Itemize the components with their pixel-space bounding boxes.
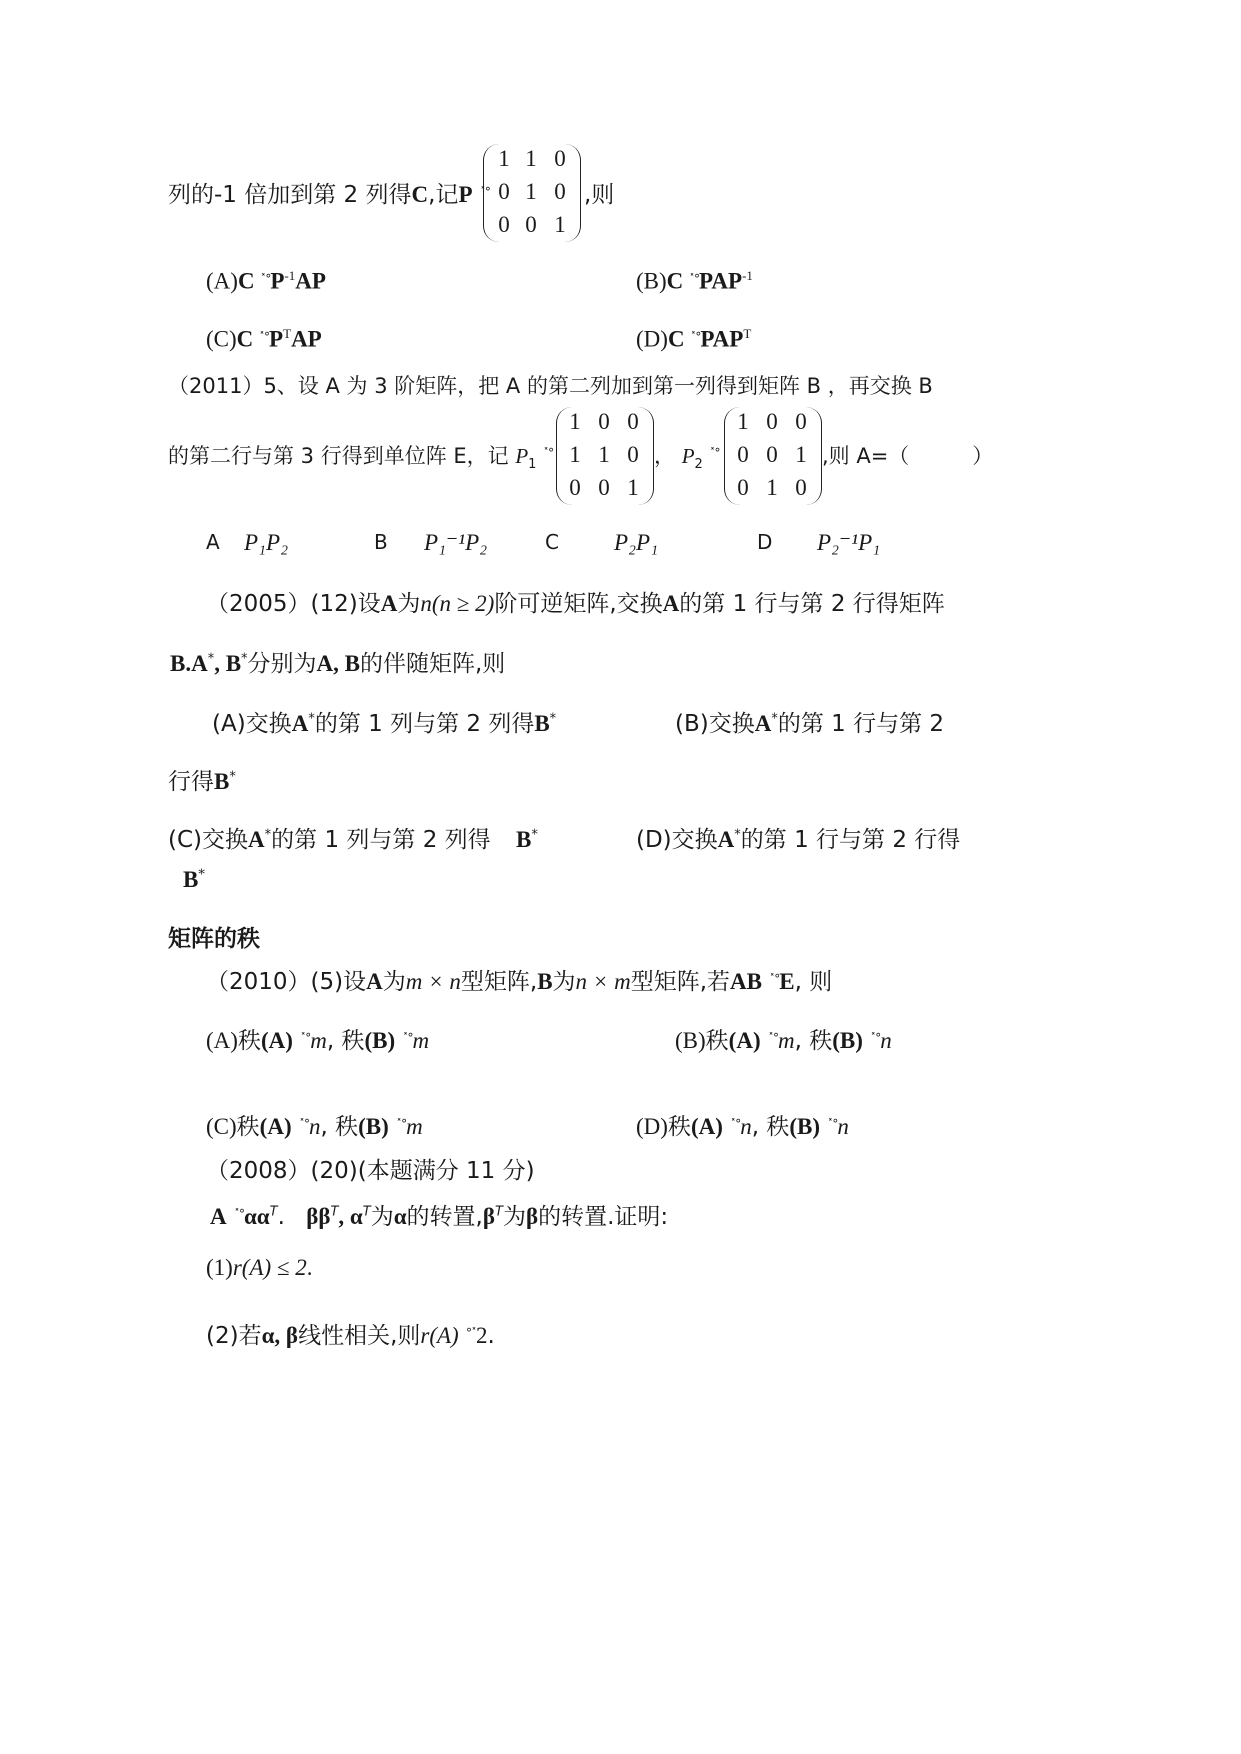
equals-glyph: ˟° xyxy=(543,446,554,460)
matrix-cell: 0 xyxy=(627,442,639,467)
option-sup: T xyxy=(743,326,752,341)
matrix-cell: 0 xyxy=(795,475,807,500)
q2005-option-b xyxy=(675,705,944,738)
star: * xyxy=(734,827,741,843)
q2008-text: 为 xyxy=(502,1204,526,1230)
symbol-AB: AB xyxy=(730,969,762,994)
q2010-text: 型矩阵,若 xyxy=(630,969,730,995)
prev-option-c xyxy=(206,326,322,353)
option-lhs: C xyxy=(236,326,254,352)
equals-glyph: ˟° xyxy=(479,185,490,199)
symbol-B: B xyxy=(214,769,230,794)
symbol-A: A xyxy=(662,591,680,616)
q2005-option-d xyxy=(636,821,960,854)
option-sup: -1 xyxy=(742,268,753,283)
matrix-cell: 1 xyxy=(627,475,639,500)
q2005-option-b-cont xyxy=(168,763,236,796)
section-title: 矩阵的秩 xyxy=(168,926,260,952)
equals-glyph: °˟ xyxy=(466,1326,477,1340)
q2010-then: , 则 xyxy=(794,969,833,995)
q2008-part1 xyxy=(206,1255,313,1281)
equals-glyph: ˟° xyxy=(260,271,271,286)
star: * xyxy=(207,651,215,667)
q2008-text: 的转置.证明: xyxy=(538,1204,669,1230)
matrix-cell: 0 xyxy=(766,442,778,467)
rank-value: m xyxy=(777,1028,795,1053)
star: * xyxy=(308,711,315,727)
matrix-cell: 0 xyxy=(569,475,581,500)
symbol-E: E xyxy=(779,969,795,994)
q2010-is: 为 xyxy=(552,969,576,995)
dot: . xyxy=(487,1323,495,1349)
dims-mxn: m × n xyxy=(405,969,461,994)
rank-word: 秩 xyxy=(341,1028,365,1054)
option-label: B xyxy=(374,530,388,554)
symbol-A: A xyxy=(267,1114,284,1139)
symbol-B: B xyxy=(534,711,550,736)
option-text: 的第 1 列与第 2 列得 xyxy=(314,711,535,737)
matrix-cell: 1 xyxy=(569,409,581,434)
matrix-cell: 1 xyxy=(569,442,581,467)
option-text: (C)交换 xyxy=(168,827,249,853)
transpose-T: T xyxy=(269,1204,278,1220)
star: * xyxy=(549,711,557,727)
rank-value: n xyxy=(837,1114,849,1139)
q2005-option-a xyxy=(212,705,556,738)
option-body: P xyxy=(270,268,285,294)
equals-glyph: ˟° xyxy=(827,1117,838,1131)
equals-glyph: ˟° xyxy=(767,1031,778,1045)
option-text: 行得 xyxy=(168,769,214,795)
option-label: (C) xyxy=(206,326,237,352)
matrix-cell: 1 xyxy=(498,146,510,171)
option-sup: -1 xyxy=(284,268,296,283)
equals-glyph: ˟° xyxy=(300,1031,311,1045)
dot: . xyxy=(277,1204,285,1230)
option-text: (A)交换 xyxy=(212,711,292,737)
option-expr: P₂P₁ xyxy=(614,530,659,555)
equals-glyph: ˟° xyxy=(690,329,701,344)
symbol-A: A xyxy=(717,827,735,852)
option-lhs: C xyxy=(666,268,684,294)
option-lhs: C xyxy=(667,326,685,352)
rank-word: 秩 xyxy=(237,1028,261,1054)
transpose-T: T xyxy=(330,1204,339,1220)
equals-glyph: ˟° xyxy=(730,1117,741,1131)
q2008-definition xyxy=(210,1198,668,1231)
rank-value: n xyxy=(880,1028,892,1053)
rank-value: m xyxy=(406,1114,423,1139)
rank-value: n xyxy=(308,1114,321,1139)
q2005-text: 的伴随矩阵,则 xyxy=(360,651,506,677)
matrix-cell: 1 xyxy=(554,212,566,237)
equals-glyph: ˟° xyxy=(709,446,720,460)
q2005-prefix: （2005）(12)设 xyxy=(206,591,381,617)
q2008-text: 线性相关,则 xyxy=(298,1323,421,1349)
option-label: (D) xyxy=(636,1114,668,1139)
q2011-line2 xyxy=(168,440,553,472)
star: * xyxy=(241,651,248,667)
matrix-cell: 0 xyxy=(554,179,566,204)
rank-value: 2 xyxy=(476,1323,488,1348)
q2010-prefix: （2010）(5)设 xyxy=(206,969,367,995)
option-expr: P₁⁻¹P₂ xyxy=(424,530,488,555)
q2010-option-c: (C)秩(A) ˟°n, 秩(B) ˟°m xyxy=(206,1114,423,1140)
q2008-header: （2008）(20)(本题满分 11 分) xyxy=(206,1158,535,1184)
equals-glyph: ˟° xyxy=(233,1207,244,1221)
option-label: D xyxy=(757,530,773,554)
dot: . xyxy=(306,1255,313,1280)
symbol-B: B xyxy=(839,1028,856,1053)
matrix-cell: 1 xyxy=(525,146,537,171)
matrix-cell: 0 xyxy=(737,442,749,467)
symbol-B: B xyxy=(183,867,199,892)
q2005-line1 xyxy=(206,585,945,618)
comma: ， xyxy=(654,444,675,468)
matrix-cell: 0 xyxy=(766,409,778,434)
equals-glyph: ˟° xyxy=(396,1117,407,1131)
option-expr: P₂⁻¹P₁ xyxy=(817,530,881,555)
matrix-cell: 0 xyxy=(795,409,807,434)
matrix-cell: 1 xyxy=(766,475,778,500)
symbol-AB: A, B xyxy=(316,651,360,676)
q2005-is: 为 xyxy=(397,591,421,617)
q2010-text: 型矩阵, xyxy=(460,969,538,995)
beta-symbol: β xyxy=(482,1204,495,1229)
matrix-P-display xyxy=(483,144,581,242)
option-lhs: C xyxy=(237,268,255,294)
rank-word: 秩 xyxy=(705,1028,729,1054)
q2010-is: 为 xyxy=(382,969,406,995)
option-body: P xyxy=(269,326,284,352)
beta-symbol: β xyxy=(525,1204,539,1229)
symbol-A: A xyxy=(248,827,265,852)
matrix-cell: 1 xyxy=(525,179,537,204)
option-label: (C) xyxy=(206,1114,237,1139)
option-text: (B)交换 xyxy=(675,711,755,737)
n-condition: n(n ≥ 2) xyxy=(420,591,495,616)
rank-value: m xyxy=(310,1028,327,1053)
star: * xyxy=(531,827,538,843)
transpose-T: T xyxy=(362,1204,371,1220)
option-text: 的第 1 列与第 2 列得 xyxy=(271,827,491,853)
symbol-A: A xyxy=(210,1204,227,1229)
alpha-alpha: αα xyxy=(243,1204,270,1229)
q2011-line2-text: 的第二行与第 3 行得到单位阵 E，记 xyxy=(168,444,509,468)
prev-question-then: ,则 xyxy=(584,182,615,208)
q2011-p2-label xyxy=(654,440,719,472)
p1-sub: 1 xyxy=(528,457,537,473)
alpha-symbol: α xyxy=(393,1204,407,1229)
symbol-A: A xyxy=(380,591,398,616)
q2010-option-b: (B)秩(A) ˟°m, 秩(B) ˟°n xyxy=(675,1028,892,1054)
rank-word: 秩 xyxy=(809,1028,833,1054)
matrix-cell: 1 xyxy=(737,409,749,434)
star: * xyxy=(229,769,236,785)
beta-beta: ββ xyxy=(306,1204,331,1229)
matrix-cell: 0 xyxy=(525,212,537,237)
option-label: (A) xyxy=(206,268,238,294)
equals-glyph: ˟° xyxy=(402,1031,413,1045)
option-text: (D)交换 xyxy=(636,827,718,853)
p2-symbol: P xyxy=(681,444,695,468)
matrix-cell: 0 xyxy=(498,212,510,237)
prev-option-b xyxy=(636,268,753,295)
symbol-A: A xyxy=(268,1028,286,1053)
option-tail: AP xyxy=(291,326,322,352)
prev-option-d xyxy=(636,326,751,353)
matrix-cell: 0 xyxy=(598,409,610,434)
option-body: PAP xyxy=(700,326,744,352)
prev-question-text: 列的-1 倍加到第 2 列得 xyxy=(168,182,412,208)
option-label: (B) xyxy=(636,268,667,294)
option-sup: T xyxy=(283,326,292,341)
q2010-line1 xyxy=(206,963,832,996)
matrix-P1-display xyxy=(556,407,654,505)
q2011-then: ,则 A=（ ） xyxy=(822,444,994,468)
dims-nxm: n × m xyxy=(575,969,631,994)
symbol-B: B xyxy=(365,1114,382,1139)
q2008-text: 为 xyxy=(370,1204,394,1230)
rank-value: n xyxy=(740,1114,752,1139)
rank-word: 秩 xyxy=(335,1114,359,1140)
option-text: 的第 1 行与第 2 xyxy=(777,711,945,737)
q2008-part2 xyxy=(206,1317,495,1350)
option-label: C xyxy=(545,530,559,554)
q2011-line1: （2011）5、设 A 为 3 阶矩阵，把 A 的第二列加到第一列得到矩阵 B ，再交换 B xyxy=(168,374,933,398)
matrix-cell: 1 xyxy=(598,442,610,467)
symbol-B: B xyxy=(515,827,532,852)
matrix-cell: 1 xyxy=(795,442,807,467)
rank-word: 秩 xyxy=(766,1114,790,1140)
q2005-text-b: 阶可逆矩阵,交换 xyxy=(494,591,663,617)
p2-sub: 2 xyxy=(694,457,703,473)
alpha-symbol: , α xyxy=(338,1204,363,1229)
part-label: (1) xyxy=(206,1255,233,1280)
option-tail: AP xyxy=(295,268,326,294)
transpose-T: T xyxy=(494,1204,503,1220)
equals-glyph: ˟° xyxy=(259,329,270,344)
option-label: (A) xyxy=(206,1028,238,1053)
q2010-option-a: (A)秩(A) ˟°m, 秩(B) ˟°m xyxy=(206,1028,430,1054)
equals-glyph: ˟° xyxy=(769,972,780,986)
q2010-option-d: (D)秩(A) ˟°n, 秩(B) ˟°n xyxy=(636,1114,849,1140)
symbol-A: A xyxy=(736,1028,753,1053)
option-text: 的第 1 行与第 2 行得 xyxy=(740,827,961,853)
symbol-B: B xyxy=(797,1114,813,1139)
star: * xyxy=(264,827,272,843)
symbol-BA: B.A xyxy=(170,651,208,676)
prev-question-line xyxy=(168,176,490,209)
matrix-C: C xyxy=(411,182,429,207)
rank-expr: r(A) xyxy=(420,1323,459,1348)
alpha-beta: α, β xyxy=(261,1323,299,1348)
symbol-A: A xyxy=(366,969,383,994)
symbol-A: A xyxy=(291,711,309,736)
option-body: PAP xyxy=(699,268,743,294)
q2005-option-d-cont xyxy=(183,867,205,893)
matrix-cell: 0 xyxy=(554,146,566,171)
q2005-text: 分别为 xyxy=(247,651,317,677)
star: * xyxy=(771,711,778,727)
prev-question-mid: ,记 xyxy=(428,182,459,208)
matrix-cell: 0 xyxy=(498,179,510,204)
matrix-cell: 0 xyxy=(627,409,639,434)
q2008-text: 的转置, xyxy=(406,1204,483,1230)
symbol-B: B xyxy=(372,1028,388,1053)
matrix-P2-display xyxy=(724,407,822,505)
option-expr: P₁P₂ xyxy=(244,530,289,555)
symbol-A: A xyxy=(754,711,772,736)
symbol-B: B xyxy=(537,969,553,994)
symbol-A: A xyxy=(698,1114,716,1139)
symbol-B: , B xyxy=(214,651,242,676)
rank-word: 秩 xyxy=(667,1114,691,1140)
p1-symbol: P xyxy=(515,444,529,468)
equals-glyph: ˟° xyxy=(689,271,700,286)
option-label: A xyxy=(206,530,220,554)
matrix-cell: 0 xyxy=(598,475,610,500)
q2005-line2 xyxy=(170,645,505,678)
option-label: (B) xyxy=(675,1028,706,1053)
rank-expr: r(A) ≤ 2 xyxy=(232,1255,307,1280)
q2005-option-c xyxy=(168,821,538,854)
equals-glyph: ˟° xyxy=(298,1117,309,1131)
star: * xyxy=(198,867,205,883)
rank-word: 秩 xyxy=(236,1114,260,1140)
q2005-text-c: 的第 1 行与第 2 行得矩阵 xyxy=(679,591,945,617)
part-label: (2)若 xyxy=(206,1323,262,1349)
prev-option-a xyxy=(206,268,326,295)
equals-glyph: ˟° xyxy=(870,1031,881,1045)
matrix-cell: 0 xyxy=(737,475,749,500)
rank-value: m xyxy=(412,1028,430,1053)
matrix-P: P xyxy=(458,182,473,207)
option-label: (D) xyxy=(636,326,668,352)
